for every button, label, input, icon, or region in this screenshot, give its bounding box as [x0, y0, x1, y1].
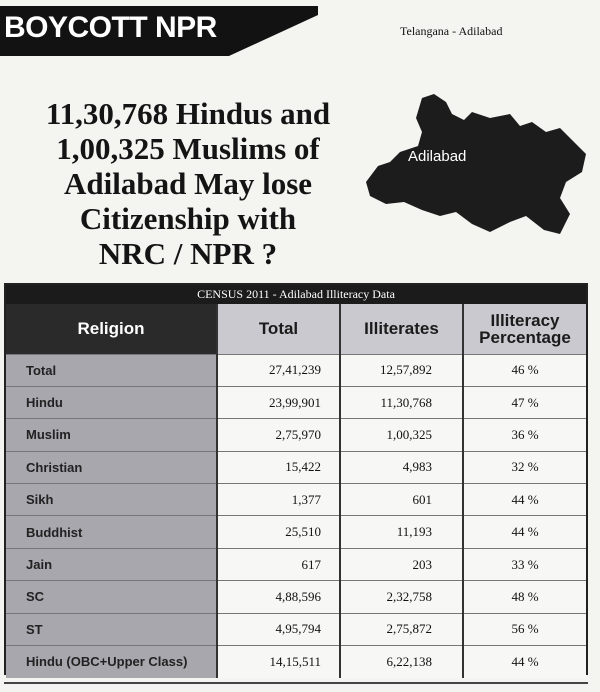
table-row	[6, 646, 586, 678]
illiterates-cell: 1,00,325	[340, 419, 463, 451]
table-row	[6, 581, 586, 613]
total-cell: 4,95,794	[217, 613, 340, 645]
region-label: Telangana - Adilabad	[400, 24, 503, 38]
headline	[6, 96, 370, 271]
percentage-cell: 36 %	[463, 419, 586, 451]
total-cell: 14,15,511	[217, 646, 340, 678]
total-cell: 2,75,970	[217, 419, 340, 451]
total-cell: 27,41,239	[217, 354, 340, 386]
percentage-cell: 48 %	[463, 581, 586, 613]
total-cell: 4,88,596	[217, 581, 340, 613]
district-shape	[366, 94, 586, 234]
total-cell: 15,422	[217, 451, 340, 483]
table-row	[6, 613, 586, 645]
table-row	[6, 419, 586, 451]
illiterates-cell: 12,57,892	[340, 354, 463, 386]
illiterates-cell: 601	[340, 484, 463, 516]
table-row	[6, 484, 586, 516]
table-row	[6, 548, 586, 580]
headline-line: NRC / NPR ?	[98, 236, 278, 271]
percentage-cell: 56 %	[463, 613, 586, 645]
religion-cell: Sikh	[6, 484, 217, 516]
map-label: Adilabad	[408, 148, 467, 165]
header-row	[6, 304, 586, 354]
illiterates-cell: 6,22,138	[340, 646, 463, 678]
religion-cell: Total	[6, 354, 217, 386]
percentage-cell: 44 %	[463, 484, 586, 516]
col-header-illiterates: Illiterates	[340, 304, 463, 354]
percentage-cell: 44 %	[463, 516, 586, 548]
col-header-total: Total	[217, 304, 340, 354]
percentage-cell: 44 %	[463, 646, 586, 678]
data-table	[6, 304, 586, 678]
religion-cell: ST	[6, 613, 217, 645]
col-header-percentage: Illiteracy Percentage	[463, 304, 586, 354]
bottom-rule	[4, 682, 588, 684]
religion-cell: SC	[6, 581, 217, 613]
col-header-religion: Religion	[6, 304, 217, 354]
religion-cell: Hindu (OBC+Upper Class)	[6, 646, 217, 678]
headline-line: Adilabad May lose	[63, 166, 313, 201]
table-row	[6, 451, 586, 483]
religion-cell: Muslim	[6, 419, 217, 451]
total-cell: 617	[217, 548, 340, 580]
percentage-cell: 47 %	[463, 386, 586, 418]
banner-title: BOYCOTT NPR	[4, 11, 217, 44]
table-row	[6, 516, 586, 548]
table-caption: CENSUS 2011 - Adilabad Illiteracy Data	[6, 285, 586, 304]
table-row	[6, 354, 586, 386]
headline-line: 1,00,325 Muslims of	[56, 131, 320, 166]
total-cell: 23,99,901	[217, 386, 340, 418]
religion-cell: Hindu	[6, 386, 217, 418]
illiterates-cell: 2,75,872	[340, 613, 463, 645]
percentage-cell: 33 %	[463, 548, 586, 580]
table-row	[6, 386, 586, 418]
headline-line: Citizenship with	[79, 201, 297, 236]
illiterates-cell: 203	[340, 548, 463, 580]
total-cell: 25,510	[217, 516, 340, 548]
percentage-cell: 46 %	[463, 354, 586, 386]
total-cell: 1,377	[217, 484, 340, 516]
religion-cell: Christian	[6, 451, 217, 483]
illiterates-cell: 2,32,758	[340, 581, 463, 613]
illiterates-cell: 11,193	[340, 516, 463, 548]
religion-cell: Buddhist	[6, 516, 217, 548]
headline-line: 11,30,768 Hindus and	[45, 96, 331, 131]
illiterates-cell: 4,983	[340, 451, 463, 483]
district-map	[360, 92, 590, 240]
illiterates-cell: 11,30,768	[340, 386, 463, 418]
census-table	[4, 283, 588, 675]
religion-cell: Jain	[6, 548, 217, 580]
percentage-cell: 32 %	[463, 451, 586, 483]
